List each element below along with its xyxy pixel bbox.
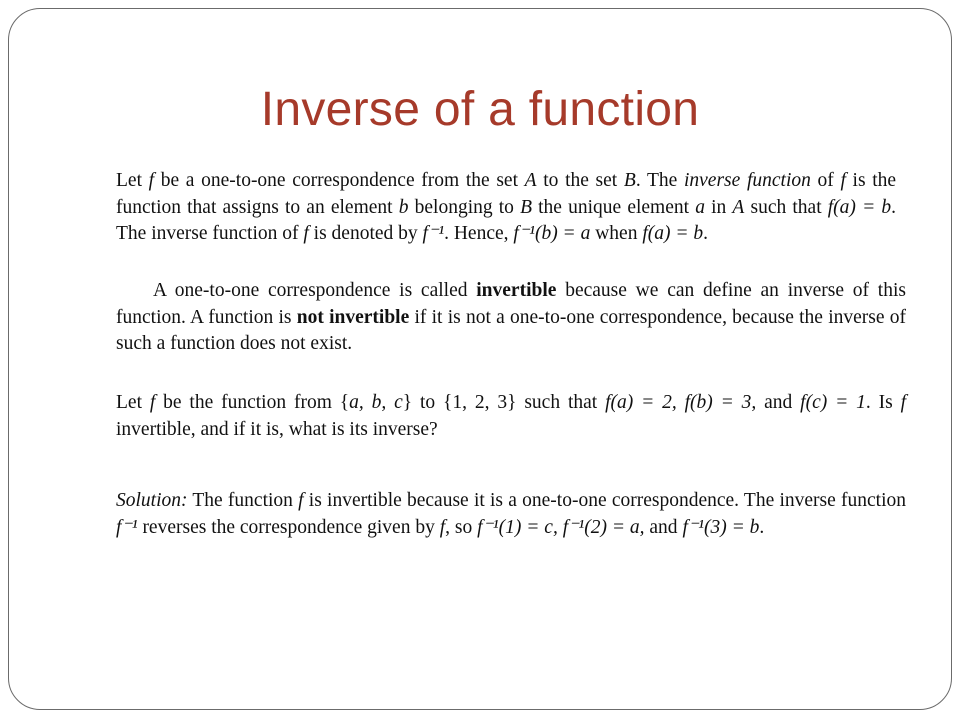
- term-inverse-function: inverse function: [683, 170, 811, 191]
- solution-label: Solution:: [116, 490, 188, 511]
- solution-paragraph: Solution: The function f is invertible because it is a one-to-one correspondence. The inverse function f⁻¹ reverses the correspondence given by f, so f⁻¹(1) = c, f⁻¹(2) = a, and f⁻¹(3) = b.: [116, 490, 907, 538]
- example-paragraph: Let f be the function from {a, b, c} to {1, 2, 3} such that f(a) = 2, f(b) = 3, and f(c) = 1. Is f invertible, and if it is, what is its inverse?: [116, 392, 907, 440]
- slide-title: Inverse of a function: [260, 83, 700, 136]
- term-invertible: invertible: [476, 280, 557, 301]
- definition-paragraph: Let f be a one-to-one correspondence from the set A to the set B. The inverse function of f is the function that assigns to an element b belonging to B the unique element a in A such that f(a) = b. The inverse function of f is denoted by f⁻¹. Hence, f⁻¹(b) = a when f(a) = b.: [116, 170, 897, 244]
- term-not-invertible: not invertible: [296, 306, 410, 328]
- invertible-paragraph: A one-to-one correspondence is called invertible because we can define an inverse of this function. A function is not invertible if it is not a one-to-one correspondence, because the inverse of such a function does not exist.: [116, 280, 906, 354]
